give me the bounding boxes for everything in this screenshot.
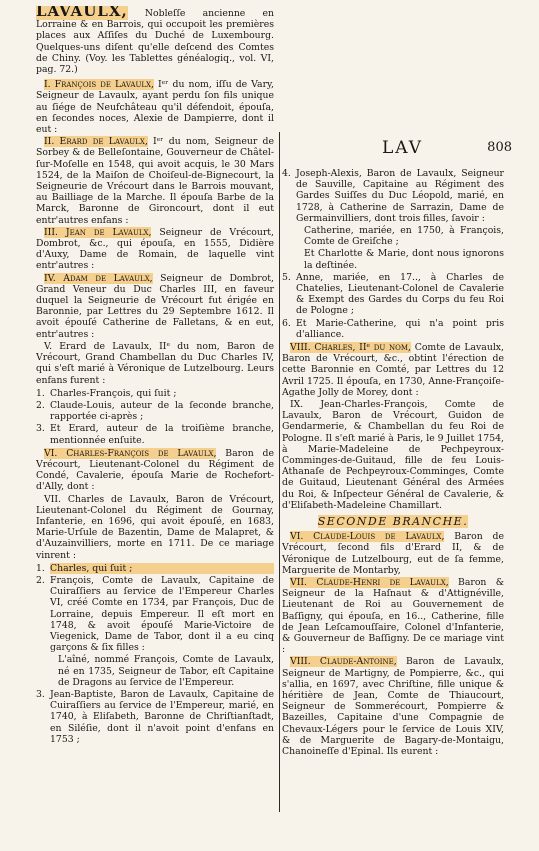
paragraph-8-text: Comte de Lavaulx, Baron de Vrécourt, &c., obtint l'érection de cette Baronnie en Comté, par Lettres du 12 Avril 1725. Il épouſa, en 1730, Anne-Françoiſe-Agathe Jolly de Morey, dont :	[282, 342, 504, 398]
list-item	[36, 423, 274, 445]
paragraph-6-text: Baron de Vrécourt, Lieutenant-Colonel du Régiment de Condé, Cavalerie, épouſa Marie de Rochefort-d'Ally, dont :	[36, 447, 274, 493]
list-item	[282, 248, 504, 270]
children-list-1	[36, 388, 274, 446]
section-heading	[282, 515, 504, 528]
paragraph-7: VII. Charles de Lavaulx, Baron de Vrécourt, Lieutenant-Colonel du Régiment de Gournay, Infanterie, en 1696, qui avoit épouſé, en 1683, Marie-Urſule de Bazentin, Dame de Malapret, & d'Auzainvilliers, morte en 1711. De ce mariage vinrent :	[36, 493, 274, 561]
list-text: Et Erard, auteur de la troiſième branche, mentionnée enſuite.	[50, 423, 274, 446]
list-text: Et Charlotte & Marie, dont nous ignorons la deſtinée.	[304, 248, 504, 271]
paragraph-12-heading: VIII. Claude-Antoine,	[290, 656, 397, 668]
list-text: Charles-François, qui ſuit ;	[50, 387, 177, 399]
list-number	[36, 654, 58, 688]
list-number: 2.	[36, 574, 45, 586]
list-text: Et Marie-Catherine, qui n'a point pris d'alliance.	[296, 317, 504, 340]
list-number: 5.	[282, 271, 291, 283]
list-number: 6.	[282, 317, 291, 329]
paragraph-1	[36, 79, 274, 135]
children-list-3	[282, 168, 504, 340]
list-text: Claude-Louis, auteur de la ſeconde branche, rapportée ci-après ;	[50, 399, 274, 423]
list-item	[36, 563, 274, 574]
paragraph-11-heading: VII. Claude-Henri de Lavaulx,	[290, 576, 449, 588]
paragraph-2	[36, 136, 274, 226]
list-text: Charles, qui ſuit ;	[50, 563, 274, 574]
list-item	[282, 168, 504, 224]
paragraph-5: V. Erard de Lavaulx, IIᵉ du nom, Baron de Vrécourt, Grand Chambellan du Duc Charles IV, qui s'eſt marié à Véronique de Lutzelbourg. Leurs enfans furent :	[36, 340, 274, 386]
paragraph-3-heading: III. Jean de Lavaulx,	[44, 226, 152, 238]
paragraph-12-text: Baron de Lavaulx, Seigneur de Martigny, de Pompierre, &c., qui s'allia, en 1697, avec Chriſtine, fille unique & héritière de Jean, Comte de Thiaucourt, Seigneur de Sommerécourt, Pompierre & Bazeilles, Capitaine d'une Compagnie de Chevaux-Légers pour le ſervice de Louis XIV, & de Marguerite de Bagary-de-Montaigu, Chanoineſſe d'Epinal. Ils eurent :	[282, 656, 504, 757]
paragraph-1-heading: I. François de Lavaulx,	[44, 79, 154, 91]
list-text: Joseph-Alexis, Baron de Lavaulx, Seigneur de Sauville, Capitaine au Régiment des Gardes Suiſſes du Duc Léopold, marié, en 1728, à Catherine de Sarrazin, Dame de Germainvilliers, dont trois filles, ſavoir :	[296, 168, 504, 224]
section-heading-text: SECONDE BRANCHE.	[317, 515, 469, 529]
paragraph-9: IX. Jean-Charles-François, Comte de Lavaulx, Baron de Vrécourt, Guidon de Gendarmerie, & Chambellan du feu Roi de Pologne. Il s'eſt marié à Paris, le 9 Juillet 1754, à Marie-Madeleine de Pechpeyroux-Comminges-de-Guitaud, fille de feu Louis-Athanaſe de Pechpeyroux-Comminges, Comte de Guitaud, Lieutenant Général des Armées du Roi, & Inſpecteur Général de Cavalerie, & d'Eliſabeth-Madeleine Chamillart.	[282, 399, 504, 511]
paragraph-3	[36, 227, 274, 272]
paragraph-12	[282, 656, 504, 757]
entry-intro	[36, 6, 274, 75]
paragraph-1-text: Iᵉʳ du nom, iſſu de Vary, Seigneur de Lavaulx, ayant perdu ſon fils unique au ſiége de Neufchâteau qu'il défendoit, épouſa, en ſecondes noces, Alexie de Dampierre, dont il eut :	[36, 79, 274, 136]
list-number: 4.	[282, 168, 291, 179]
list-text: L'aîné, nommé François, Comte de Lavaulx, né en 1735, Seigneur de Tabor, eſt Capitaine de Dragons au ſervice de l'Empereur.	[58, 654, 274, 688]
list-number	[282, 248, 304, 270]
children-list-2	[36, 563, 274, 745]
list-item	[36, 575, 274, 653]
paragraph-3-text: Seigneur de Vrécourt, Dombrot, &c., qui épouſa, en 1555, Didière d'Auxy, Dame de Romain, de laquelle vint entr'autres :	[36, 226, 274, 272]
paragraph-10	[282, 531, 504, 576]
right-column	[282, 168, 504, 757]
running-head-word: LAV	[382, 138, 423, 158]
list-text: François, Comte de Lavaulx, Capitaine de Cuiraſſiers au ſervice de l'Empereur Charles VI, créé Comte en 1734, par François, Duc de Lorraine, depuis Empereur. Il eſt mort en 1748, & avoit épouſé Marie-Victoire de Viegenick, Dame de Tabor, dont il a eu cinq garçons & ſix filles :	[50, 574, 274, 654]
list-number: 1.	[36, 387, 45, 399]
list-number: 3.	[36, 688, 45, 700]
paragraph-8	[282, 342, 504, 398]
paragraph-4-heading: IV. Adam de Lavaulx,	[44, 272, 153, 284]
entry-title: LAVAULX,	[36, 6, 128, 20]
list-number: 2.	[36, 399, 45, 411]
paragraph-6	[36, 448, 274, 493]
list-item	[36, 689, 274, 745]
left-column	[36, 6, 274, 747]
paragraph-4	[36, 273, 274, 340]
list-number: 1.	[36, 562, 45, 574]
paragraph-4-text: Seigneur de Dombrot, Grand Veneur du Duc Charles III, en faveur duquel la Seigneurie de Vrécourt fut érigée en Baronnie, par Lettres du 29 Septembre 1612. Il avoit épouſé Catherine de Falletans, & en eut, entr'autres :	[36, 272, 274, 340]
list-text: Anne, mariée, en 17.., à Charles de Chatelies, Lieutenant-Colonel de Cavalerie & Exempt des Gardes du Corps du feu Roi de Pologne ;	[296, 271, 504, 317]
column-divider	[279, 132, 280, 812]
list-number: 3.	[36, 423, 45, 435]
paragraph-2-heading: II. Erard de Lavaulx,	[44, 136, 148, 148]
entry-intro-text: Nobleſſe ancienne en Lorraine & en Barrois, qui occupoit les premières places aux Aſſiſes du Duché de Luxembourg. Quelques-uns diſent qu'elle deſcend des Comtes de Chiny. (Voy. les Tablettes généalogiq., vol. VI, pag. 72.)	[36, 8, 274, 76]
list-item	[36, 654, 274, 688]
paragraph-11-text: Baron & Seigneur de la Haſnaut & d'Attignéville, Lieutenant de Roi au Gouvernement de Baſſigny, qui épouſa, en 16.., Catherine, fille de Jean Leſcamouſſaire, Colonel d'Infanterie, & Gouverneur de Baſſigny. De ce mariage vint :	[282, 576, 504, 656]
list-text: Catherine, mariée, en 1750, à François, Comte de Greiſche ;	[304, 225, 504, 248]
paragraph-10-text: Baron de Vrécourt, ſecond fils d'Erard II, & de Véronique de Lutzelbourg, eut de ſa femme, Marguerite de Montarby,	[282, 531, 504, 576]
paragraph-6-heading: VI. Charles-François de Lavaulx,	[44, 447, 217, 459]
list-item	[282, 225, 504, 247]
list-text: Jean-Baptiste, Baron de Lavaulx, Capitaine de Cuiraſſiers au ſervice de l'Empereur, marié, en 1740, à Eliſabeth, Baronne de Chriſtianſtadt, en Siléſie, dont il n'avoit point d'enfans en 1753 ;	[50, 688, 274, 745]
list-item	[282, 272, 504, 317]
running-header	[382, 138, 512, 160]
list-item	[282, 318, 504, 340]
paragraph-8-heading: VIII. Charles, IIᵉ du nom,	[290, 342, 411, 354]
paragraph-11	[282, 577, 504, 655]
paragraph-10-heading: VI. Claude-Louis de Lavaulx,	[290, 531, 445, 543]
list-number	[282, 225, 304, 247]
list-item	[36, 388, 274, 399]
page-number: 808	[487, 140, 512, 155]
list-item	[36, 400, 274, 422]
paragraph-2-text: Iᵉʳ du nom, Seigneur de Sorbey & de Belleſontaine, Gouverneur de Châtel-ſur-Moſelle en 1548, qui avoit acquis, le 30 Mars 1524, de la Maiſon de Choiſeul-de-Bignecourt, la Seigneurie de Vrécourt dans le Barrois mouvant, au Bailliage de la Marche. Il épouſa Barbe de la Marck, Baronne de Gironcourt, dont il eut entr'autres enfans :	[36, 136, 274, 226]
